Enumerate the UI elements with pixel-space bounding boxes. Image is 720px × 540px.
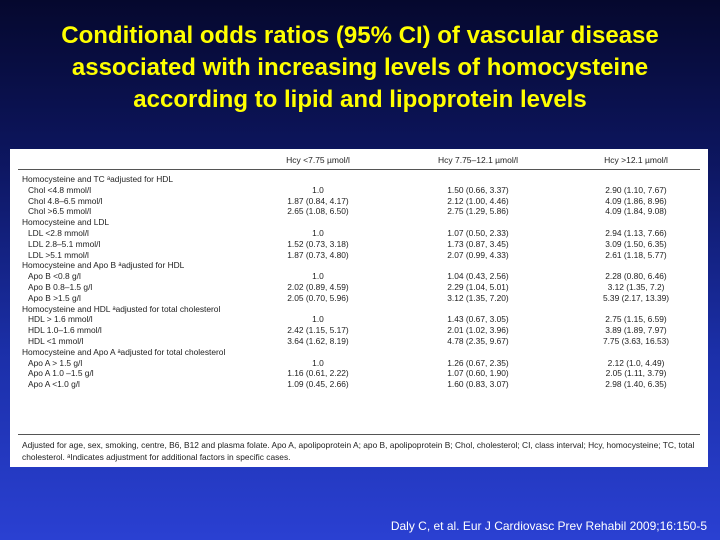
table-row [18, 314, 700, 325]
cell-mid-hcy: 2.12 (1.00, 4.46) [447, 195, 509, 206]
title-line-3: according to lipid and lipoprotein levels [133, 86, 587, 113]
row-label: Apo B <0.8 g/l [28, 271, 81, 282]
cell-mid-hcy: 1.73 (0.87, 3.45) [447, 238, 509, 249]
cell-low-hcy: 1.87 (0.73, 4.80) [287, 249, 349, 260]
row-label: Apo A > 1.5 g/l [28, 357, 83, 368]
row-label: Apo A 1.0 –1.5 g/l [28, 368, 94, 379]
cell-high-hcy: 7.75 (3.63, 16.53) [602, 335, 670, 346]
cell-low-hcy: 2.42 (1.15, 5.17) [287, 325, 349, 336]
table-row [18, 239, 700, 250]
cell-low-hcy: 1.16 (0.61, 2.22) [287, 368, 349, 379]
cell-high-hcy: 5.39 (2.17, 13.39) [602, 292, 670, 303]
table-row [18, 282, 700, 293]
table-row [18, 206, 700, 217]
cell-mid-hcy: 3.12 (1.35, 7.20) [447, 292, 509, 303]
cell-high-hcy: 4.09 (1.86, 8.96) [605, 195, 667, 206]
odds-ratio-table [10, 149, 708, 467]
cell-high-hcy: 2.98 (1.40, 6.35) [605, 379, 667, 390]
table-row [18, 250, 700, 261]
cell-mid-hcy: 1.07 (0.50, 2.33) [447, 227, 509, 238]
table-row [18, 336, 700, 347]
title-line-1: Conditional odds ratios (95% CI) of vascular disease [61, 22, 659, 49]
citation: Daly C, et al. Eur J Cardiovasc Prev Rehabil 2009;16:150-5 [390, 519, 707, 533]
table-row [18, 293, 700, 304]
group-label: Homocysteine and Apo A ᵃadjusted for total cholesterol [22, 346, 226, 357]
table-footnote: Adjusted for age, sex, smoking, centre, B6, B12 and plasma folate. Apo A, apolipoprotein A; apo B, apolipoprotein B; Chol, cholesterol; CI, class interval; Hcy, homocysteine; TC, total cholesterol. ᵃIndicates adjustment for additional factors in specific cases. [22, 440, 695, 462]
row-label: HDL <1 mmol/l [28, 335, 84, 346]
cell-low-hcy: 2.65 (1.08, 6.50) [287, 206, 349, 217]
cell-mid-hcy: 2.75 (1.29, 5.86) [447, 206, 509, 217]
cell-low-hcy: 2.05 (0.70, 5.96) [287, 292, 349, 303]
table-row [18, 358, 700, 369]
cell-mid-hcy: 2.07 (0.99, 4.33) [447, 249, 509, 260]
table-row [18, 185, 700, 196]
row-label: HDL > 1.6 mmol/l [28, 314, 93, 325]
table-group-heading [18, 304, 700, 315]
row-label: Chol 4.8–6.5 mmol/l [28, 195, 103, 206]
cell-low-hcy: 2.02 (0.89, 4.59) [287, 281, 349, 292]
table-group-heading [18, 174, 700, 185]
column-header-high-hcy: Hcy >12.1 µmol/l [604, 155, 668, 165]
cell-mid-hcy: 1.50 (0.66, 3.37) [447, 184, 509, 195]
cell-mid-hcy: 4.78 (2.35, 9.67) [447, 335, 509, 346]
row-label: Chol >6.5 mmol/l [28, 206, 92, 217]
table-group-heading [18, 217, 700, 228]
cell-high-hcy: 2.94 (1.13, 7.66) [605, 227, 667, 238]
group-label: Homocysteine and LDL [22, 217, 110, 228]
cell-high-hcy: 2.28 (0.80, 6.46) [605, 271, 667, 282]
group-label: Homocysteine and HDL ᵃadjusted for total cholesterol [22, 303, 221, 314]
table-row [18, 228, 700, 239]
cell-mid-hcy: 2.29 (1.04, 5.01) [447, 281, 509, 292]
table-row [18, 379, 700, 390]
cell-mid-hcy: 1.07 (0.60, 1.90) [447, 368, 509, 379]
table-body [18, 170, 700, 390]
cell-mid-hcy: 1.04 (0.43, 2.56) [447, 271, 509, 282]
cell-low-hcy: 1.52 (0.73, 3.18) [287, 238, 349, 249]
title-line-2: associated with increasing levels of homocysteine [71, 54, 649, 81]
cell-low-hcy: 1.0 [312, 227, 324, 238]
table-group-heading [18, 347, 700, 358]
cell-high-hcy: 3.09 (1.50, 6.35) [605, 238, 667, 249]
table-row [18, 325, 700, 336]
cell-low-hcy: 1.0 [312, 184, 324, 195]
cell-high-hcy: 2.12 (1.0, 4.49) [607, 357, 665, 368]
cell-high-hcy: 4.09 (1.84, 9.08) [605, 206, 667, 217]
footnote-divider [18, 434, 700, 435]
column-header-mid-hcy: Hcy 7.75–12.1 µmol/l [437, 155, 519, 165]
table-group-heading [18, 260, 700, 271]
cell-low-hcy: 3.64 (1.62, 8.19) [287, 335, 349, 346]
slide-title [0, 20, 720, 116]
cell-high-hcy: 2.05 (1.11, 3.79) [605, 368, 667, 379]
row-label: Apo A <1.0 g/l [28, 379, 80, 390]
row-label: HDL 1.0–1.6 mmol/l [28, 325, 102, 336]
column-header-low-hcy: Hcy <7.75 µmol/l [286, 155, 350, 165]
cell-high-hcy: 3.89 (1.89, 7.97) [605, 325, 667, 336]
row-label: Apo B >1.5 g/l [28, 292, 81, 303]
cell-high-hcy: 2.61 (1.18, 5.77) [605, 249, 667, 260]
row-label: Apo B 0.8–1.5 g/l [28, 281, 93, 292]
cell-mid-hcy: 1.26 (0.67, 2.35) [447, 357, 509, 368]
table-row [18, 368, 700, 379]
row-label: LDL 2.8–5.1 mmol/l [28, 238, 101, 249]
group-label: Homocysteine and Apo B ᵃadjusted for HDL [22, 260, 185, 271]
table-row [18, 196, 700, 207]
table-row [18, 271, 700, 282]
cell-high-hcy: 3.12 (1.35, 7.2) [607, 281, 665, 292]
cell-low-hcy: 1.0 [312, 271, 324, 282]
cell-mid-hcy: 2.01 (1.02, 3.96) [447, 325, 509, 336]
cell-mid-hcy: 1.60 (0.83, 3.07) [447, 379, 509, 390]
cell-high-hcy: 2.75 (1.15, 6.59) [605, 314, 667, 325]
row-label: LDL >5.1 mmol/l [28, 249, 89, 260]
row-label: LDL <2.8 mmol/l [28, 227, 89, 238]
cell-high-hcy: 2.90 (1.10, 7.67) [605, 184, 667, 195]
cell-low-hcy: 1.09 (0.45, 2.66) [287, 379, 349, 390]
cell-mid-hcy: 1.43 (0.67, 3.05) [447, 314, 509, 325]
cell-low-hcy: 1.0 [312, 357, 324, 368]
cell-low-hcy: 1.0 [312, 314, 324, 325]
cell-low-hcy: 1.87 (0.84, 4.17) [287, 195, 349, 206]
table-header [18, 149, 700, 170]
row-label: Chol <4.8 mmol/l [28, 184, 92, 195]
group-label: Homocysteine and TC ᵃadjusted for HDL [22, 174, 173, 184]
